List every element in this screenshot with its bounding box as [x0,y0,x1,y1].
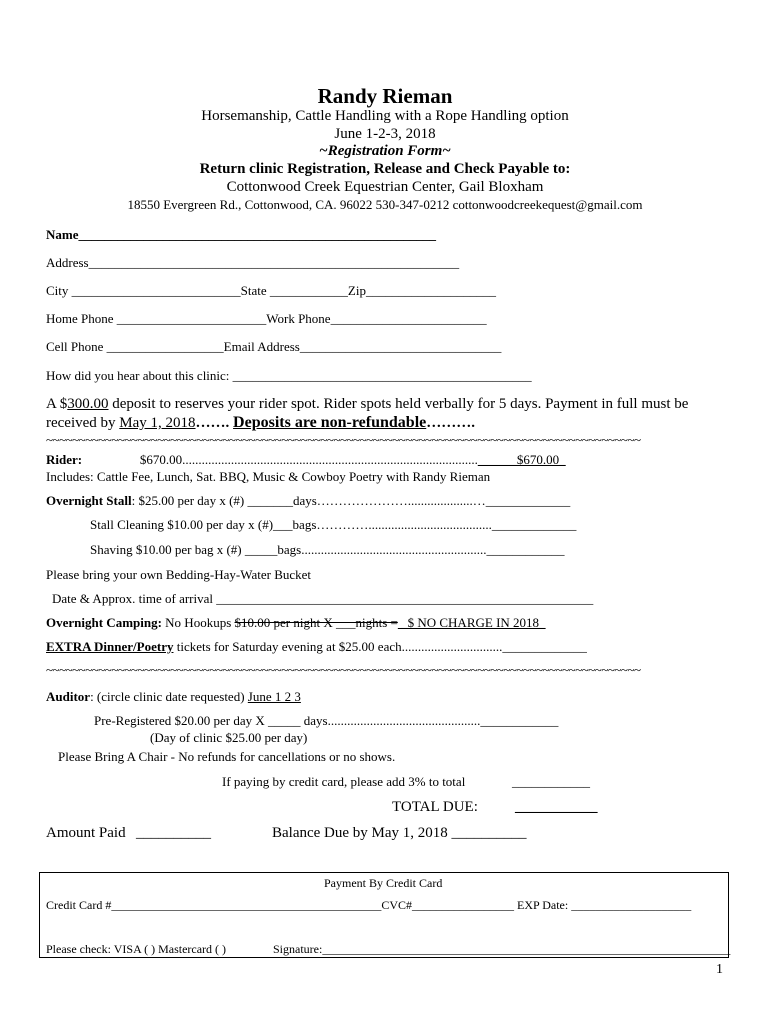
auditor-days[interactable]: June 1 2 3 [247,689,301,704]
total-due-label: TOTAL DUE: [392,799,478,815]
deposit-amount: 300.00 [67,396,109,412]
overnight-stall-line[interactable]: Overnight Stall: $25.00 per day x (#) _______days…………………....................…_____________ [46,493,571,508]
deposit-due-date: May 1, 2018 [119,415,196,431]
struck-camping-price: $10.00 per night X ___nights = [234,615,398,630]
page-number: 1 [716,962,723,977]
clinic-dates: June 1-2-3, 2018 [334,126,436,142]
camping-no-charge: _$ NO CHARGE IN 2018_ [397,615,546,630]
credit-card-number-line[interactable]: Credit Card #_____________________________________________CVC#_________________ EXP Date: ____________________ [46,898,692,912]
pre-registered-line[interactable]: Pre-Registered $20.00 per day X _____ days...............................................____________ [94,713,559,728]
deposit-line-1: A $300.00 deposit to reserves your rider spot. Rider spots held verbally for 5 days. Payment in full must be [46,396,689,412]
credit-fee-blank[interactable]: ____________ [512,774,590,789]
balance-due-line[interactable]: Balance Due by May 1, 2018 __________ [272,825,527,841]
venue-contact: 18550 Evergreen Rd., Cottonwood, CA. 96022 530-347-0212 cottonwoodcreekequest@gmail.com [127,197,643,212]
name-field[interactable]: Name_______________________________________________________ [46,227,436,242]
non-refundable-notice: Deposits are non-refundable [233,414,427,431]
rider-line: Rider: $670.00...........................................................................................______$670.00_ [46,452,566,467]
rider-includes: Includes: Cattle Fee, Lunch, Sat. BBQ, Music & Cowboy Poetry with Randy Rieman [46,469,491,484]
bedding-note: Please bring your own Bedding-Hay-Water Bucket [46,567,312,582]
auditor-line: Auditor: (circle clinic date requested) June 1 2 3 [46,689,301,704]
divider-1: ~~~~~~~~~~~~~~~~~~~~~~~~~~~~~~~~~~~~~~~~~~~~~~~~~~~~~~~~~~~~~~~~~~~~~~~~~~~~~~~~~~~~~~~~~~~ [46,432,641,447]
deposit-line-2: received by May 1, 2018……. Deposits are non-refundable………. [46,414,475,431]
form-title: ~Registration Form~ [319,143,451,159]
card-type-check[interactable]: Please check: VISA ( ) Mastercard ( ) [46,942,227,956]
address-field[interactable]: Address_________________________________________________________ [46,255,460,270]
phone-fields[interactable]: Home Phone _______________________Work Phone________________________ [46,311,487,326]
city-state-zip-field[interactable]: City __________________________State ____________Zip____________________ [46,283,496,298]
clinic-subtitle: Horsemanship, Cattle Handling with a Rope Handling option [201,108,569,124]
amount-paid-label: Amount Paid [46,825,126,841]
arrival-field[interactable]: Date & Approx. time of arrival __________________________________________________________ [52,591,594,606]
total-due-blank[interactable]: ___________ [515,799,598,815]
return-instructions: Return clinic Registration, Release and Check Payable to: [199,161,571,177]
amount-paid-blank[interactable]: __________ [136,825,211,841]
credit-card-fee-note: If paying by credit card, please add 3% to total [222,774,466,789]
rider-total: ______$670.00_ [477,452,566,467]
shaving-line[interactable]: Shaving $10.00 per bag x (#) _____bags.........................................................____________ [90,542,565,557]
overnight-camping-line: Overnight Camping: No Hookups $10.00 per night X ___nights = _$ NO CHARGE IN 2018_ [46,615,546,630]
venue-name: Cottonwood Creek Equestrian Center, Gail Bloxham [226,179,544,195]
divider-2: ~~~~~~~~~~~~~~~~~~~~~~~~~~~~~~~~~~~~~~~~~~~~~~~~~~~~~~~~~~~~~~~~~~~~~~~~~~~~~~~~~~~~~~~~~~~ [46,662,641,677]
day-of-clinic-note: (Day of clinic $25.00 per day) [150,730,308,745]
signature-field[interactable]: Signature:____________________________________________________________________ [273,942,731,956]
page-title: Randy Rieman [317,84,453,108]
chair-note: Please Bring A Chair - No refunds for cancellations or no shows. [58,749,396,764]
referral-field[interactable]: How did you hear about this clinic: ______________________________________________ [46,368,532,383]
credit-card-box-title: Payment By Credit Card [324,876,443,890]
stall-cleaning-line[interactable]: Stall Cleaning $10.00 per day x (#)___bags…………......................................_____________ [90,517,577,532]
cell-email-fields[interactable]: Cell Phone __________________Email Address_______________________________ [46,339,502,354]
extra-dinner-line[interactable]: EXTRA Dinner/Poetry tickets for Saturday evening at $25.00 each..............................._____________ [46,639,587,654]
